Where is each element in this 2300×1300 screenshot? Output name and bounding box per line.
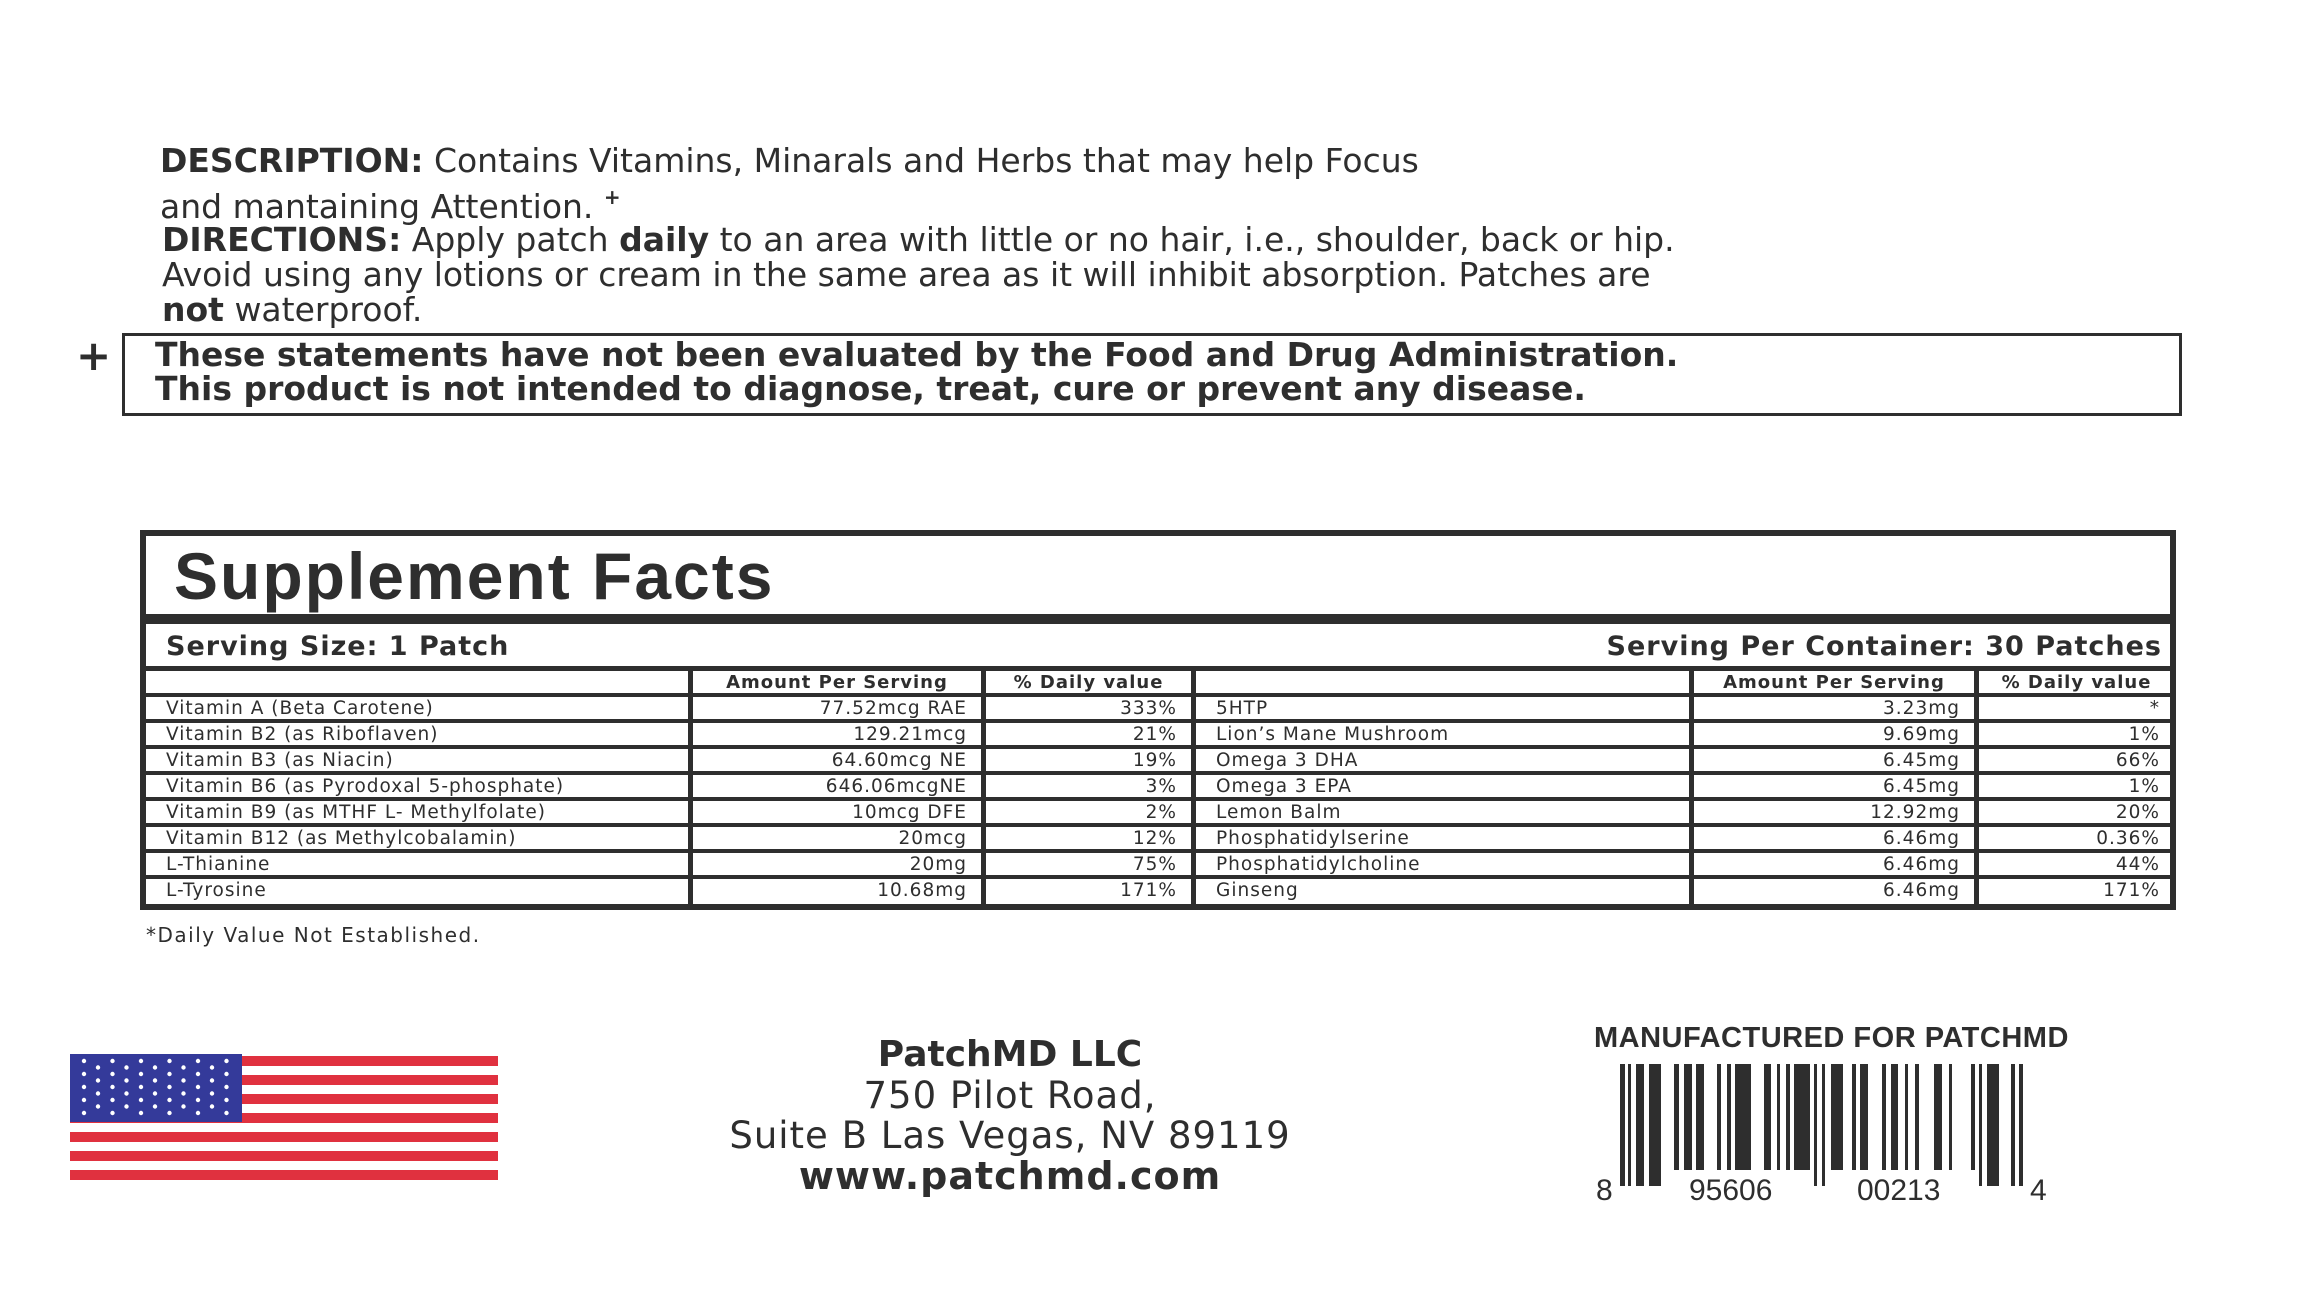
supplement-facts-title: Supplement Facts	[146, 536, 2170, 624]
ingredient-daily-value: 66%	[1974, 749, 2174, 775]
description-line-2	[160, 179, 2160, 225]
ingredient-name: Vitamin B6 (as Pyrodoxal 5-phosphate)	[146, 775, 688, 801]
ingredient-amount: 9.69mg	[1689, 723, 1974, 749]
ingredient-amount: 20mg	[688, 853, 981, 879]
ingredient-amount: 12.92mg	[1689, 801, 1974, 827]
ingredient-daily-value: 20%	[1974, 801, 2174, 827]
ingredient-amount: 10.68mg	[688, 879, 981, 905]
column-header-daily-value: % Daily value	[981, 671, 1191, 697]
ingredient-amount: 6.45mg	[1689, 749, 1974, 775]
company-address	[640, 1034, 1380, 1196]
barcode-group-1: 95606	[1689, 1174, 1773, 1202]
address-line-2: Suite B Las Vegas, NV 89119	[729, 1114, 1291, 1157]
ingredient-name: Vitamin B12 (as Methylcobalamin)	[146, 827, 688, 853]
ingredient-daily-value: 171%	[981, 879, 1191, 905]
ingredient-name: Vitamin B9 (as MTHF L- Methylfolate)	[146, 801, 688, 827]
disclaimer-line-1: These statements have not been evaluated by the Food and Drug Administration.	[155, 335, 1679, 374]
description-label: DESCRIPTION:	[160, 141, 424, 180]
flag-canton	[70, 1054, 242, 1122]
ingredient-daily-value: *	[1974, 697, 2174, 723]
daily-value-footnote: *Daily Value Not Established.	[146, 923, 481, 947]
ingredient-daily-value: 2%	[981, 801, 1191, 827]
ingredient-daily-value: 19%	[981, 749, 1191, 775]
column-header-daily-value: % Daily value	[1974, 671, 2174, 697]
ingredient-name: L-Thianine	[146, 853, 688, 879]
us-flag-icon	[70, 1054, 498, 1182]
ingredient-name: Vitamin B3 (as Niacin)	[146, 749, 688, 775]
facts-table	[146, 671, 2170, 905]
ingredient-daily-value: 1%	[1974, 723, 2174, 749]
ingredient-name: L-Tyrosine	[166, 880, 267, 901]
ingredient-amount: 646.06mcgNE	[688, 775, 981, 801]
ingredient-amount: 3.23mg	[1689, 697, 1974, 723]
ingredient-name: Omega 3 EPA	[1196, 775, 1689, 801]
serving-info-row	[146, 624, 2170, 671]
ingredient-daily-value: 12%	[981, 827, 1191, 853]
directions-line-1	[162, 222, 2162, 257]
ingredient-amount: 10mcg DFE	[688, 801, 981, 827]
ingredient-daily-value: 0.36%	[1974, 827, 2174, 853]
directions-line-2: Avoid using any lotions or cream in the same area as it will inhibit absorption. Patches are	[162, 255, 1651, 294]
directions-line-3	[162, 292, 2162, 327]
column-header-ingredient	[146, 671, 688, 697]
company-name: PatchMD LLC	[877, 1034, 1143, 1075]
directions-text: waterproof.	[223, 290, 423, 329]
column-header-amount: Amount Per Serving	[688, 671, 981, 697]
footnote-marker: +	[603, 185, 621, 209]
ingredient-amount: 77.52mcg RAE	[688, 697, 981, 723]
ingredient-name: Lemon Balm	[1196, 801, 1689, 827]
ingredient-amount: 6.46mg	[1689, 879, 1974, 905]
directions-emphasis-daily: daily	[619, 220, 710, 259]
ingredient-daily-value: 75%	[981, 853, 1191, 879]
ingredient-amount: 6.46mg	[1689, 853, 1974, 879]
ingredient-amount: 6.45mg	[1689, 775, 1974, 801]
ingredient-daily-value: 1%	[1974, 775, 2174, 801]
facts-table-left	[146, 671, 1196, 905]
barcode-icon	[1594, 1052, 2154, 1202]
supplement-facts-panel	[140, 530, 2176, 910]
directions-emphasis-not: not	[162, 290, 224, 329]
directions-label: DIRECTIONS:	[162, 220, 402, 259]
column-header-ingredient	[1196, 671, 1689, 697]
address-line-1: 750 Pilot Road,	[863, 1074, 1157, 1117]
description-text: Contains Vitamins, Minarals and Herbs that may help Focus	[423, 141, 1419, 180]
fda-disclaimer-box	[122, 333, 2182, 416]
description-text-2: and mantaining Attention.	[160, 187, 594, 226]
ingredient-name: Lion’s Mane Mushroom	[1196, 723, 1689, 749]
ingredient-name: Ginseng	[1216, 880, 1299, 901]
description-line-1	[160, 143, 2160, 179]
ingredient-daily-value: 3%	[981, 775, 1191, 801]
ingredient-name: Vitamin B2 (as Riboflaven)	[146, 723, 688, 749]
directions-text: Apply patch	[401, 220, 620, 259]
ingredient-name: Phosphatidylserine	[1196, 827, 1689, 853]
ingredient-name: Omega 3 DHA	[1196, 749, 1689, 775]
directions-text: to an area with little or no hair, i.e., shoulder, back or hip.	[709, 220, 1675, 259]
ingredient-daily-value: 171%	[1974, 879, 2174, 905]
description	[160, 143, 2160, 225]
servings-per-container: Serving Per Container: 30 Patches	[1606, 631, 2162, 662]
serving-size: Serving Size: 1 Patch	[166, 631, 510, 662]
ingredient-name: 5HTP	[1196, 697, 1689, 723]
plus-icon: +	[76, 331, 112, 380]
ingredient-amount: 6.46mg	[1689, 827, 1974, 853]
barcode-group-2: 00213	[1857, 1174, 1941, 1202]
ingredient-amount: 129.21mcg	[688, 723, 981, 749]
barcode-digit-first: 8	[1596, 1174, 1613, 1202]
disclaimer-line-2: This product is not intended to diagnose, treat, cure or prevent any disease.	[155, 369, 1586, 408]
barcode-digit-last: 4	[2030, 1174, 2047, 1202]
ingredient-daily-value: 333%	[981, 697, 1191, 723]
manufactured-for-label: MANUFACTURED FOR PATCHMD	[1594, 1022, 2069, 1054]
ingredient-name: Vitamin A (Beta Carotene)	[146, 697, 688, 723]
ingredient-name: Phosphatidylcholine	[1196, 853, 1689, 879]
website-link[interactable]: www.patchmd.com	[798, 1154, 1222, 1198]
ingredient-amount: 20mcg	[688, 827, 981, 853]
ingredient-daily-value: 21%	[981, 723, 1191, 749]
facts-table-right	[1196, 671, 2172, 905]
ingredient-amount: 64.60mcg NE	[688, 749, 981, 775]
ingredient-daily-value: 44%	[1974, 853, 2174, 879]
column-header-amount: Amount Per Serving	[1689, 671, 1974, 697]
directions	[162, 222, 2162, 327]
